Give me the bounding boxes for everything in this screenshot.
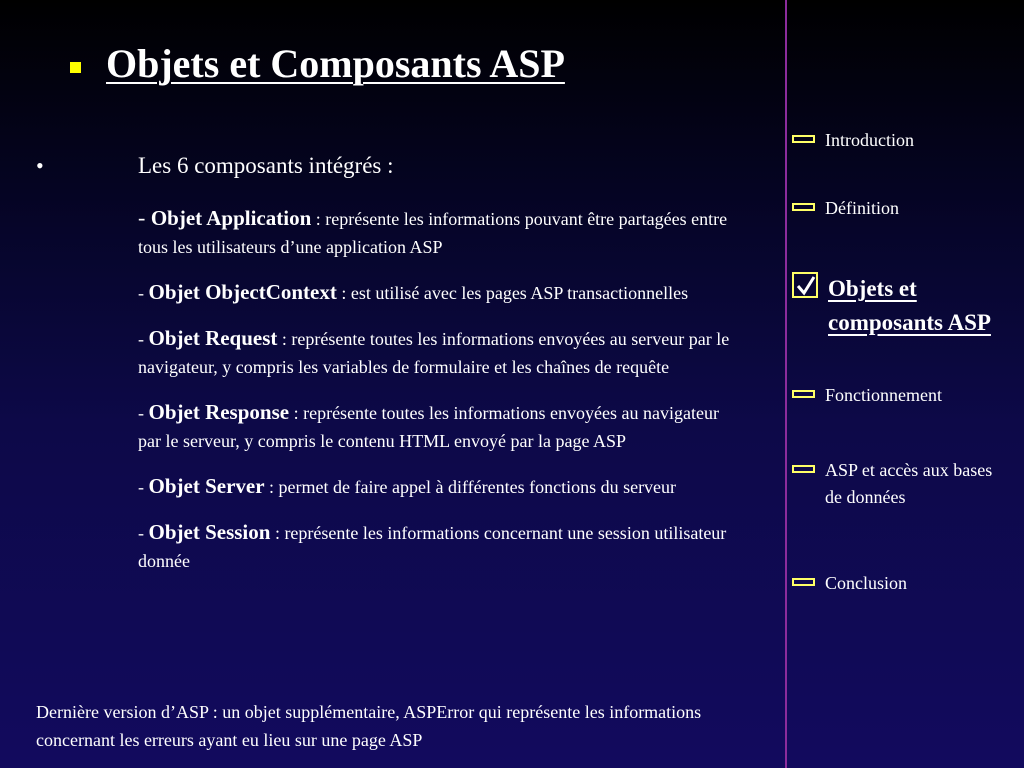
- footer-note: Dernière version d’ASP : un objet supplémentaire, ASPError qui représente les informations concernant les erreurs ayant eu lieu sur une page ASP: [36, 702, 702, 750]
- nav-item-label: Objets et composants ASP: [828, 276, 991, 335]
- component-list: [138, 204, 738, 592]
- item-name: Objet ObjectContext: [148, 280, 337, 304]
- nav-item-introduction[interactable]: [792, 127, 914, 154]
- item-dash: -: [138, 329, 149, 349]
- empty-box-icon: [792, 465, 815, 473]
- item-name: Objet Request: [148, 326, 278, 350]
- round-bullet-icon: •: [36, 153, 44, 178]
- slide-title: Objets et Composants ASP: [106, 41, 565, 86]
- nav-item-asp-bases[interactable]: [792, 457, 995, 511]
- navigation-sidebar: [792, 0, 1024, 768]
- nav-item-label: Définition: [825, 198, 899, 218]
- item-dash: -: [138, 403, 149, 423]
- item-description: : représente toutes les informations envoyées au serveur par le navigateur, y compris les variables de formulaire et les chaînes de requête: [138, 329, 730, 377]
- nav-item-label: Introduction: [825, 130, 914, 150]
- item-name: Objet Application: [150, 206, 312, 230]
- checkbox-checked-icon: [792, 272, 818, 298]
- list-item: [138, 204, 738, 261]
- item-description: : représente les informations concernant une session utilisateur donnée: [138, 523, 727, 571]
- empty-box-icon: [792, 203, 815, 211]
- nav-item-definition[interactable]: [792, 195, 899, 222]
- empty-box-icon: [792, 135, 815, 143]
- list-item: [138, 278, 738, 307]
- item-dash: -: [138, 205, 151, 230]
- item-dash: -: [138, 523, 149, 543]
- item-description: : représente toutes les informations envoyées au navigateur par le serveur, y compris le contenu HTML envoyé par la page ASP: [138, 403, 719, 451]
- item-dash: -: [138, 283, 149, 303]
- list-item: [138, 518, 738, 575]
- empty-box-icon: [792, 578, 815, 586]
- list-item: [138, 324, 738, 381]
- item-description: : représente les informations pouvant être partagées entre tous les utilisateurs d’une application ASP: [138, 209, 728, 257]
- nav-item-fonctionnement[interactable]: [792, 382, 942, 409]
- item-name: Objet Server: [148, 474, 265, 498]
- nav-item-label: Fonctionnement: [825, 385, 942, 405]
- item-name: Objet Session: [148, 520, 271, 544]
- list-item: [138, 398, 738, 455]
- vertical-divider: [785, 0, 787, 768]
- intro-text: Les 6 composants intégrés :: [138, 153, 394, 178]
- item-description: : est utilisé avec les pages ASP transactionnelles: [336, 283, 689, 303]
- item-name: Objet Response: [148, 400, 290, 424]
- square-bullet-icon: [70, 62, 81, 73]
- item-description: : permet de faire appel à différentes fonctions du serveur: [264, 477, 677, 497]
- item-dash: -: [138, 477, 149, 497]
- title-row: [70, 40, 565, 87]
- nav-item-label: Conclusion: [825, 573, 908, 593]
- nav-item-conclusion[interactable]: [792, 570, 907, 597]
- nav-item-objets-composants[interactable]: [792, 272, 1018, 340]
- nav-item-label: ASP et accès aux bases de données: [825, 460, 993, 507]
- list-item: [138, 472, 738, 501]
- empty-box-icon: [792, 390, 815, 398]
